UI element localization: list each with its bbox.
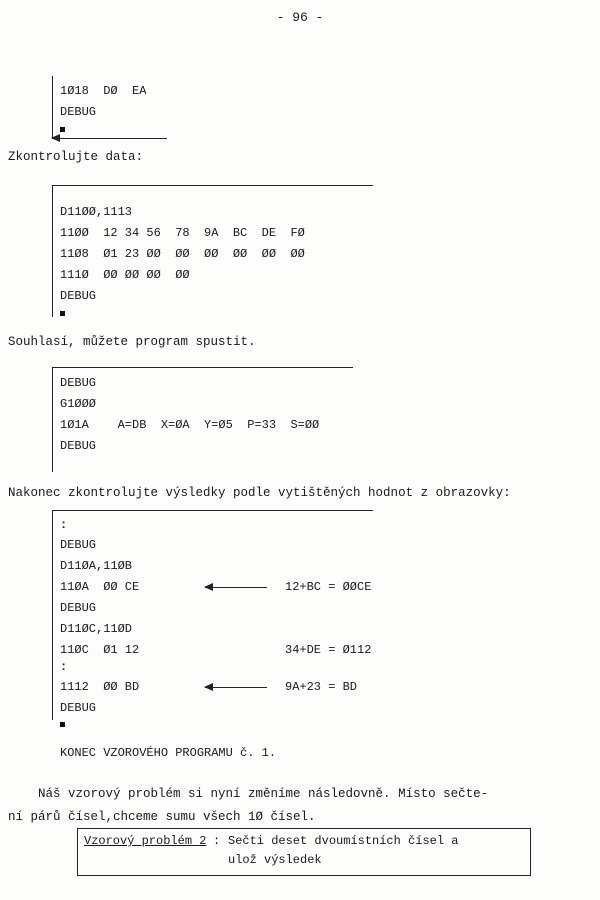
listing-line: 1Ø18 DØ EA — [60, 84, 147, 98]
cursor-block — [60, 722, 65, 727]
listing-line: 11ØC Ø1 12 — [60, 643, 140, 657]
listing-line: D11ØØ,1113 — [60, 205, 133, 219]
instruction-text: Zkontrolujte data: — [8, 150, 144, 164]
instruction-text: Nakonec zkontrolujte výsledky podle vytištěných hodnot z obrazovky: — [8, 486, 511, 500]
paragraph-line: ní párů čísel,chceme sumu všech 1Ø čísel. — [8, 810, 316, 824]
continuation-dots: : — [60, 518, 68, 532]
left-arrow-icon — [205, 587, 267, 588]
listing-line: DEBUG — [60, 701, 97, 715]
bottom-rule — [52, 138, 167, 139]
listing-line: 11ØØ 12 34 56 78 9A BC DE FØ — [60, 226, 305, 240]
problem-text: ulož výsledek — [228, 853, 322, 867]
listing-line: DEBUG — [60, 105, 97, 119]
listing-line: DEBUG — [60, 601, 97, 615]
end-of-program-text: KONEC VZOROVÉHO PROGRAMU č. 1. — [60, 746, 277, 760]
annotation-note: 34+DE = Ø112 — [285, 643, 372, 657]
listing-line: D11ØC,11ØD — [60, 622, 133, 636]
paragraph-line: Náš vzorový problém si nyní změníme následovně. Místo sečte- — [8, 787, 489, 801]
listing-line: 11ØA ØØ CE — [60, 580, 140, 594]
listing-line: G1ØØØ — [60, 397, 97, 411]
listing-line: DEBUG — [60, 439, 97, 453]
page-number: - 96 - — [276, 10, 324, 25]
cursor-block — [60, 127, 65, 132]
left-arrow-icon — [205, 687, 267, 688]
cursor-block — [60, 311, 65, 316]
listing-line: DEBUG — [60, 538, 97, 552]
listing-line: DEBUG — [60, 289, 97, 303]
listing-line: DEBUG — [60, 376, 97, 390]
listing-line: 11Ø8 Ø1 23 ØØ ØØ ØØ ØØ ØØ ØØ — [60, 247, 305, 261]
instruction-text: Souhlasí, můžete program spustit. — [8, 335, 256, 349]
continuation-dots: : — [60, 660, 68, 674]
listing-line: 1112 ØØ BD — [60, 680, 140, 694]
problem-text: Sečti deset dvoumístních čísel a — [228, 834, 459, 848]
listing-line: 111Ø ØØ ØØ ØØ ØØ — [60, 268, 190, 282]
problem-label-colon: : — [213, 834, 221, 848]
annotation-note: 9A+23 = BD — [285, 680, 358, 694]
listing-line: 1Ø1A A=DB X=ØA Y=Ø5 P=33 S=ØØ — [60, 418, 320, 432]
listing-line: D11ØA,11ØB — [60, 559, 133, 573]
problem-label: Vzorový problém 2 — [84, 834, 207, 848]
annotation-note: 12+BC = ØØCE — [285, 580, 372, 594]
